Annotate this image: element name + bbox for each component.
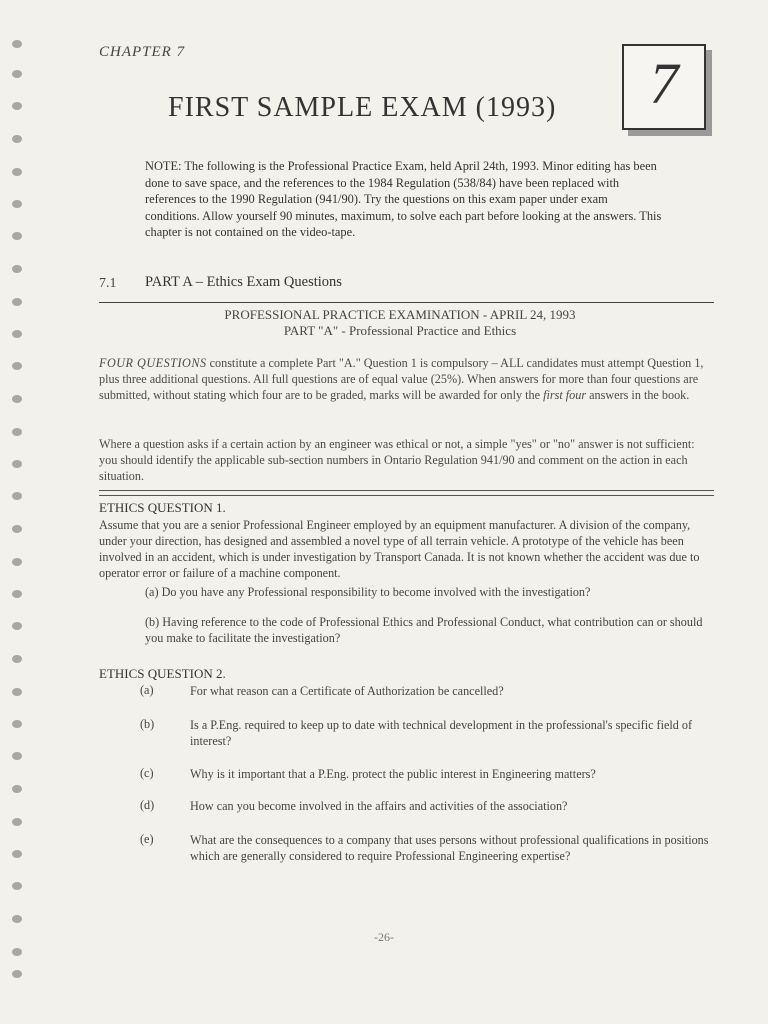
binding-holes — [4, 40, 30, 990]
divider — [99, 302, 714, 303]
instructions-paragraph-2: Where a question asks if a certain action by an engineer was ethical or not, a simple "yes" or "no" answer is not sufficient: you should identify the applicable sub-section numbers in Ontario Regulation 941/90 and comment on the action in each situation. — [99, 437, 695, 483]
editor-note: NOTE: The following is the Professional Practice Exam, held April 24th, 1993. Minor editing has been done to save space, and the references to the 1984 Regulation (538/84) have been replaced with references to the 1990 Regulation (941/90). Try the questions on this exam paper under exam conditions. Allow yourself 90 minutes, maximum, to solve each part before looking at the answers. This chapter is not contained on the video-tape. — [145, 159, 662, 239]
question-2-item-d: How can you become involved in the affairs and activities of the association? — [190, 799, 568, 813]
chapter-number: 7 — [649, 51, 679, 116]
instructions-text-end: answers in the book. — [586, 388, 690, 402]
question-2-label-e: (e) — [140, 832, 154, 846]
question-2-label-c: (c) — [140, 766, 154, 780]
divider — [99, 495, 714, 496]
page-title: FIRST SAMPLE EXAM (1993) — [168, 92, 557, 123]
question-1-part-a: (a) Do you have any Professional responsibility to become involved with the investigation? — [145, 585, 591, 599]
question-2-item-e: What are the consequences to a company that uses persons without professional qualifications in positions which are generally considered to require Professional Engineering expertise? — [190, 833, 709, 863]
instructions-lead: FOUR QUESTIONS — [99, 356, 207, 370]
question-2-item-c: Why is it important that a P.Eng. protect the public interest in Engineering matters? — [190, 767, 596, 781]
question-2-label-a: (a) — [140, 683, 154, 697]
question-1-body: Assume that you are a senior Professional Engineer employed by an equipment manufacturer. A division of the company, under your direction, has designed and assembled a novel type of all terrain vehicle. A prototype of the vehicle has been involved in an accident, which is under investigation by Transport Canada. It is not known whether the accident was due to operator error or failure of a machine component. — [99, 518, 700, 580]
question-2-item-a: For what reason can a Certificate of Authorization be cancelled? — [190, 684, 504, 698]
instructions-text: constitute a complete Part "A." Question 1 is compulsory – ALL candidates must attempt Question 1, plus three additional questions. All full questions are of equal value (25%). When answers for more than four questions are submitted, without stating which four are to be graded, marks will be awarded for only the — [99, 356, 704, 402]
chapter-number-box — [622, 44, 706, 130]
section-number: 7.1 — [99, 276, 117, 291]
chapter-label: CHAPTER 7 — [99, 44, 186, 60]
page-number: -26- — [374, 930, 394, 944]
question-1-heading: ETHICS QUESTION 1. — [99, 500, 226, 515]
exam-header-line1: PROFESSIONAL PRACTICE EXAMINATION - APRIL 24, 1993 — [224, 307, 576, 322]
question-2-item-b: Is a P.Eng. required to keep up to date with technical development in the professional's specific field of interest? — [190, 718, 693, 748]
divider — [99, 490, 714, 491]
question-2-heading: ETHICS QUESTION 2. — [99, 666, 226, 681]
instructions-paragraph-1 — [99, 355, 714, 403]
question-1-part-b: (b) Having reference to the code of Professional Ethics and Professional Conduct, what contribution can or should you make to facilitate the investigation? — [145, 615, 703, 645]
question-2-label-d: (d) — [140, 798, 155, 812]
exam-header-line2: PART "A" - Professional Practice and Ethics — [283, 323, 517, 338]
instructions-italic: first four — [543, 388, 587, 402]
question-2-label-b: (b) — [140, 717, 155, 731]
section-title: PART A – Ethics Exam Questions — [145, 274, 342, 290]
